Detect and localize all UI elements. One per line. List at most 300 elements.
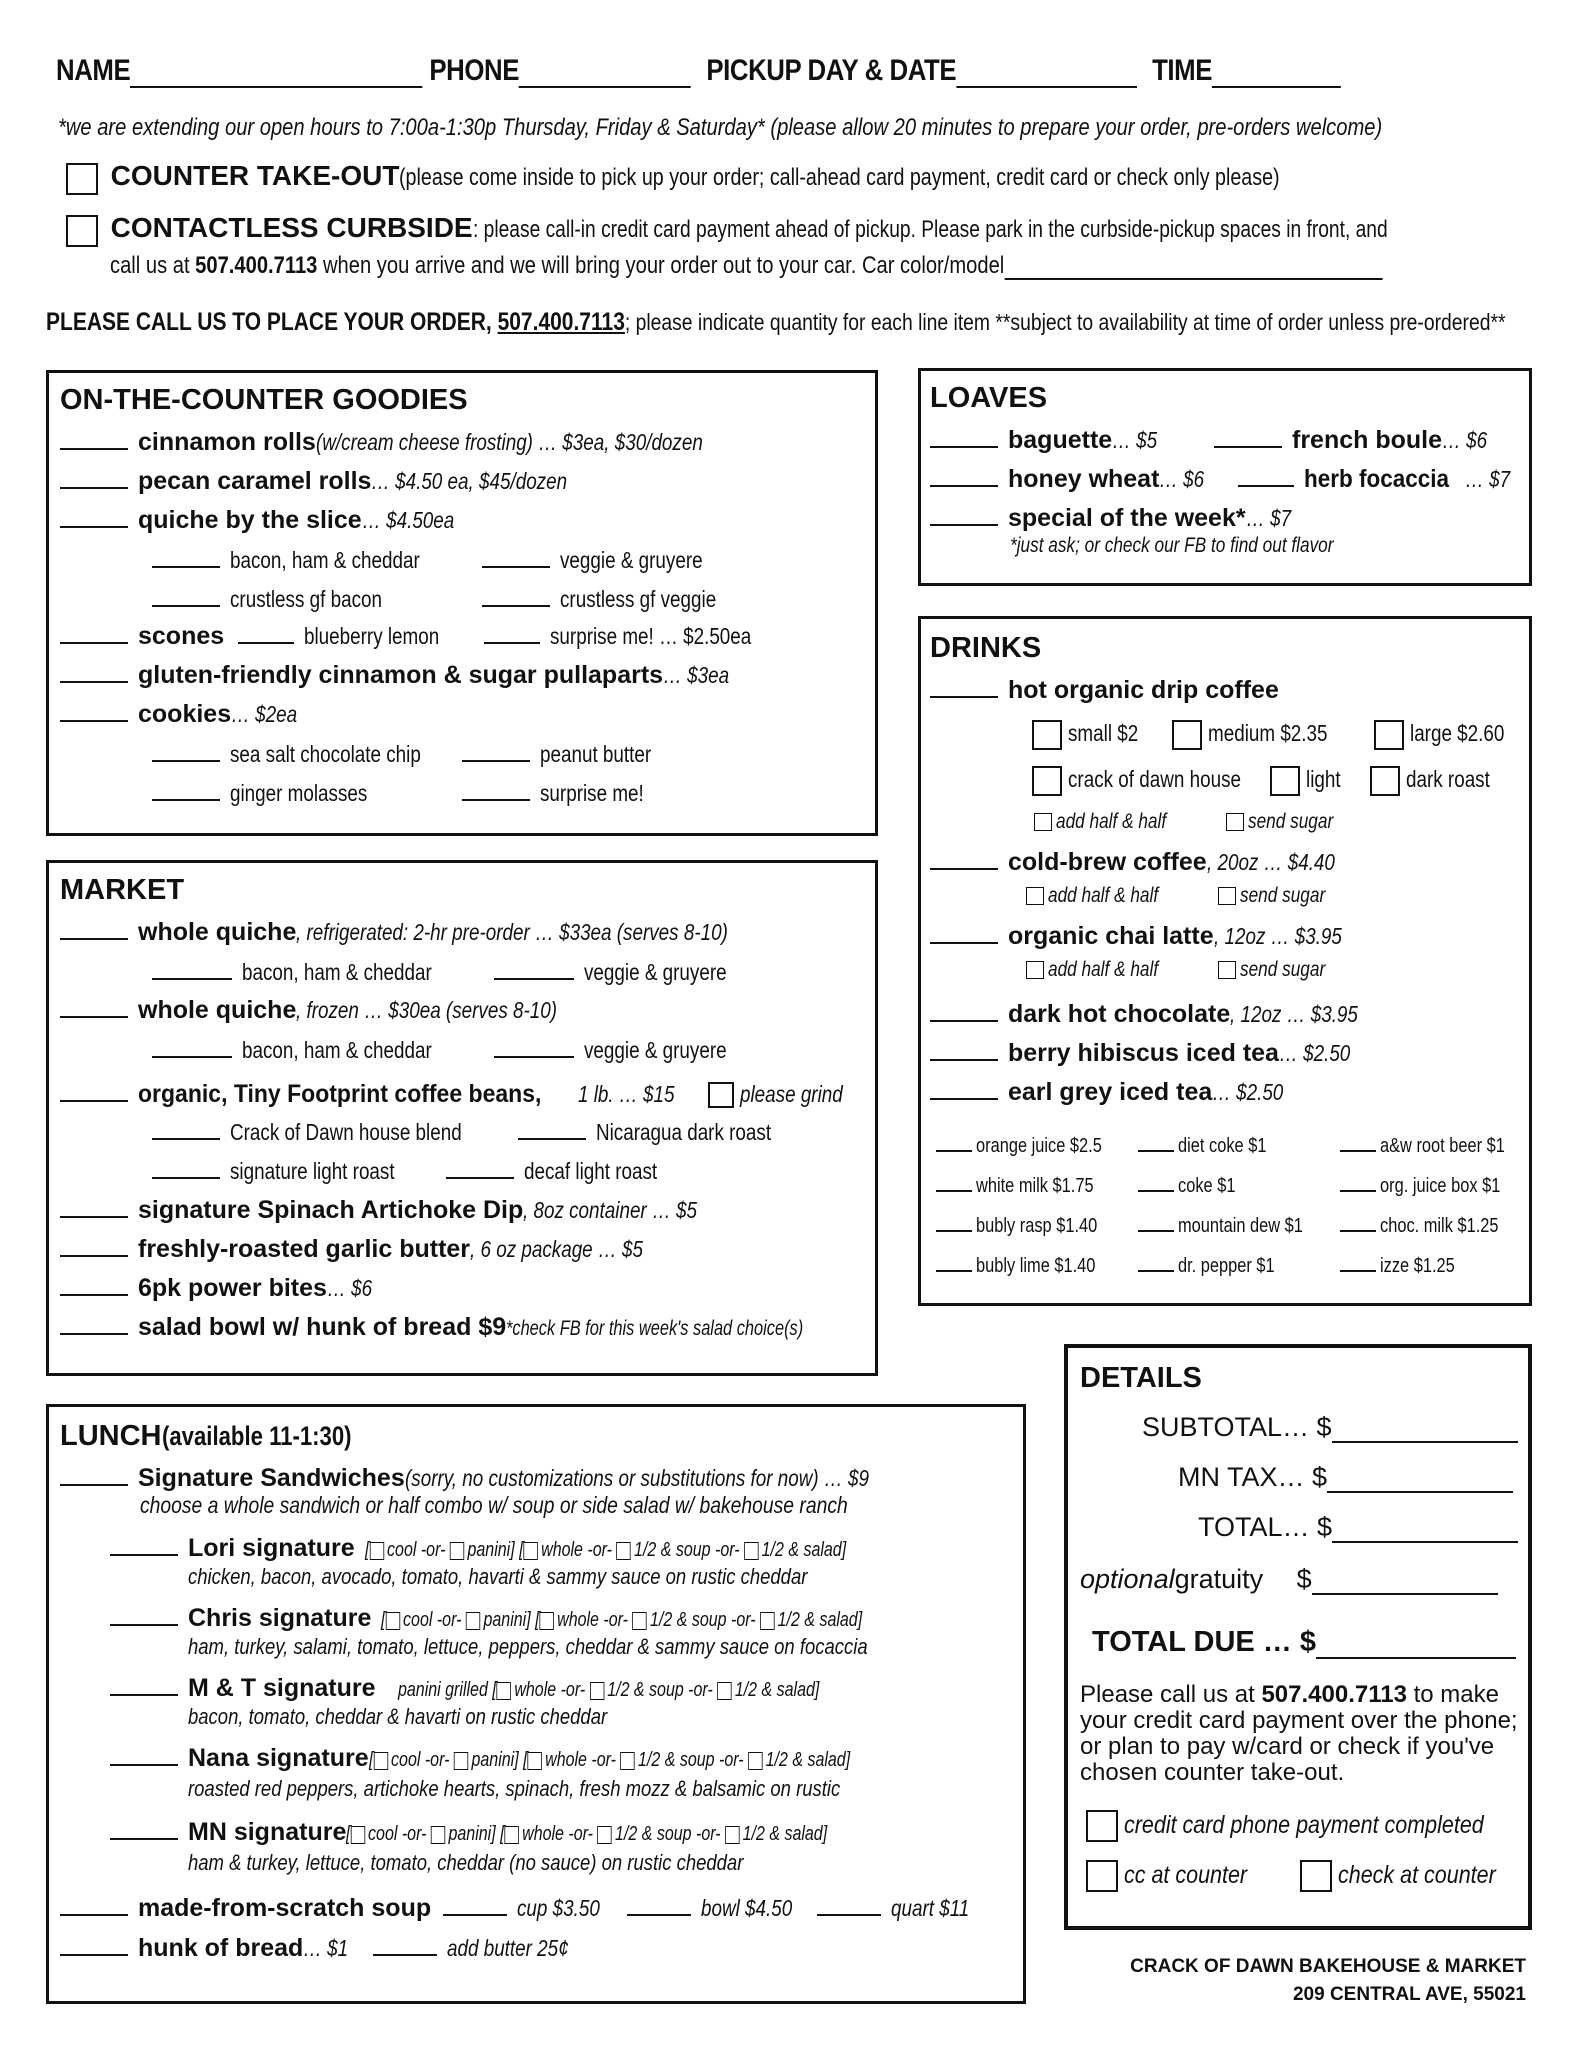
qty-input[interactable]	[462, 779, 530, 801]
qty-input[interactable]	[930, 922, 998, 944]
quiche-option	[152, 585, 415, 613]
item-price: … $1	[303, 1935, 349, 1961]
bean-option	[152, 1157, 431, 1185]
option-label: send sugar	[1240, 884, 1326, 907]
cc-phone-option[interactable]	[1086, 1810, 1542, 1842]
house-checkbox[interactable]	[1032, 766, 1062, 796]
option-label: whole -or-	[557, 1609, 629, 1631]
option-label: 1/2 & soup -or-	[606, 1679, 713, 1701]
bracket: [	[500, 1823, 505, 1845]
item-price: … $2.50	[1278, 1040, 1351, 1066]
call-note-b: ; please indicate quantity for each line item **subject to availability at time of order unless pre-ordered**	[624, 309, 1506, 335]
item-price: … $6	[1159, 466, 1205, 492]
gratuity-field[interactable]	[1312, 1567, 1498, 1595]
cool-checkbox[interactable]	[386, 1612, 400, 1630]
subtotal-field[interactable]	[1332, 1415, 1518, 1443]
half-salad-checkbox[interactable]	[760, 1612, 774, 1630]
size-large[interactable]	[1374, 720, 1525, 750]
option-label: panini]	[471, 1749, 519, 1771]
option-label: veggie & gruyere	[584, 959, 727, 985]
item-name: cinnamon rolls	[138, 428, 316, 456]
bracket: [	[381, 1609, 386, 1631]
half-half-checkbox[interactable]	[1026, 961, 1044, 979]
item-name: scones	[138, 622, 225, 650]
option-label: ginger molasses	[230, 780, 368, 806]
sandwich-name: M & T signature	[188, 1674, 376, 1702]
qty-input[interactable]	[1214, 426, 1282, 448]
item-price: , 12oz … $3.95	[1213, 923, 1342, 949]
qty-input[interactable]	[1138, 1170, 1174, 1192]
qty-input[interactable]	[1340, 1250, 1376, 1272]
qty-input[interactable]	[110, 1818, 178, 1840]
cookie-option	[152, 740, 463, 768]
item-name: special of the week*	[1008, 504, 1246, 532]
option-label: cc at counter	[1124, 1860, 1248, 1889]
whole-checkbox[interactable]	[527, 1752, 541, 1770]
cc-counter-option[interactable]	[1086, 1860, 1267, 1892]
qty-input[interactable]	[60, 1894, 128, 1916]
hours-note: *we are extending our open hours to 7:00a-1:30p Thursday, Friday & Saturday* (please allow 20 minutes to prepare your order, pre-orders welcome)	[58, 114, 1383, 141]
option-label: 1/2 & salad]	[778, 1609, 863, 1631]
option-label: 1/2 & salad]	[761, 1539, 846, 1561]
pickup-label: PICKUP DAY & DATE	[706, 54, 957, 87]
total-due-field[interactable]	[1316, 1631, 1516, 1659]
focaccia-row	[1238, 465, 1520, 494]
qty-input[interactable]	[1340, 1210, 1376, 1232]
option-label: add half & half	[1048, 884, 1159, 907]
option-label: mountain dew $1	[1178, 1215, 1303, 1237]
soda-item	[1340, 1170, 1527, 1198]
sugar-checkbox[interactable]	[1218, 961, 1236, 979]
size-small[interactable]	[1032, 720, 1154, 750]
cold-extras	[1026, 884, 1344, 908]
panini-checkbox[interactable]	[450, 1542, 464, 1560]
curbside-note: : please call-in credit card payment ahead of pickup. Please park in the curbside-pickup spaces in front, and	[472, 216, 1388, 243]
qty-input[interactable]	[930, 848, 998, 870]
scones-row	[60, 622, 796, 651]
curbside-checkbox[interactable]	[66, 215, 98, 247]
salad-bowl-row	[60, 1313, 887, 1342]
soda-item	[936, 1210, 1124, 1238]
takeout-checkbox[interactable]	[66, 163, 98, 195]
qty-input[interactable]	[518, 1118, 586, 1140]
soup-row	[60, 1894, 987, 1923]
item-name: whole quiche	[138, 918, 297, 946]
whole-checkbox[interactable]	[540, 1612, 554, 1630]
half-soup-checkbox[interactable]	[620, 1752, 634, 1770]
item-price: , 6 oz package … $5	[470, 1236, 644, 1262]
item-price: 1 lb. … $15	[578, 1081, 675, 1107]
qty-input[interactable]	[238, 622, 294, 644]
option-label: bacon, ham & cheddar	[242, 1037, 432, 1063]
pickup-field[interactable]	[956, 60, 1137, 88]
option-label: 1/2 & soup -or-	[637, 1749, 744, 1771]
soda-item	[1138, 1250, 1296, 1278]
option-label: cool -or-	[368, 1823, 427, 1845]
bracket: [	[522, 1749, 528, 1771]
soda-item	[1138, 1170, 1248, 1198]
qty-input[interactable]	[484, 622, 540, 644]
cup-label: cup $3.50	[517, 1895, 600, 1921]
bean-option	[446, 1157, 686, 1185]
option-label: blueberry lemon	[304, 623, 440, 649]
signature-sandwiches-row	[60, 1464, 971, 1493]
cc-phone-checkbox[interactable]	[1086, 1810, 1118, 1842]
half-salad-checkbox[interactable]	[744, 1542, 758, 1560]
option-label: decaf light roast	[524, 1158, 658, 1184]
soda-item	[1138, 1130, 1286, 1158]
qty-input[interactable]	[152, 1157, 220, 1179]
dark-checkbox[interactable]	[1370, 766, 1400, 796]
option-label: veggie & gruyere	[560, 547, 703, 573]
gratuity-dollar: $	[1296, 1564, 1312, 1594]
option-label: org. juice box $1	[1380, 1175, 1501, 1197]
boule-row	[1214, 426, 1497, 455]
sandwich-description: ham, turkey, salami, tomato, lettuce, peppers, cheddar & sammy sauce on focaccia	[188, 1634, 868, 1659]
qty-input[interactable]	[110, 1604, 178, 1626]
half-salad-checkbox[interactable]	[717, 1682, 731, 1700]
name-field[interactable]	[130, 60, 422, 88]
half-soup-checkbox[interactable]	[598, 1826, 612, 1844]
qty-input[interactable]	[152, 779, 220, 801]
bracket: [	[518, 1539, 524, 1561]
option-label: 1/2 & salad]	[743, 1823, 828, 1845]
option-label: sea salt chocolate chip	[230, 741, 421, 767]
light-checkbox[interactable]	[1270, 766, 1300, 796]
option-label: whole -or-	[544, 1749, 616, 1771]
drip-extras	[1034, 810, 1352, 834]
half-soup-checkbox[interactable]	[589, 1682, 603, 1700]
item-name: made-from-scratch soup	[138, 1894, 432, 1922]
item-name: berry hibiscus iced tea	[1008, 1039, 1279, 1067]
qty-input[interactable]	[1138, 1250, 1174, 1272]
half-salad-checkbox[interactable]	[748, 1752, 762, 1770]
sandwich-description: chicken, bacon, avocado, tomato, havarti & sammy sauce on rustic cheddar	[188, 1564, 808, 1589]
cool-checkbox[interactable]	[369, 1542, 383, 1560]
qty-input[interactable]	[60, 1464, 128, 1486]
cold-brew-row	[930, 848, 1363, 877]
size-medium[interactable]	[1172, 720, 1354, 750]
qty-input[interactable]	[60, 506, 128, 528]
option-label: whole -or-	[540, 1539, 612, 1561]
qty-input[interactable]	[60, 467, 128, 489]
whole-checkbox[interactable]	[505, 1826, 519, 1844]
sandwich-mn-row	[110, 1818, 948, 1847]
item-name: freshly-roasted garlic butter	[138, 1235, 471, 1263]
honey-wheat-row	[930, 465, 1214, 494]
qty-input[interactable]	[60, 428, 128, 450]
qty-input[interactable]	[152, 585, 220, 607]
item-price: … $2ea	[231, 701, 298, 727]
item-price: … $7	[1465, 466, 1511, 492]
half-soup-checkbox[interactable]	[633, 1612, 647, 1630]
qty-input[interactable]	[1340, 1130, 1376, 1152]
call-note-a: PLEASE CALL US TO PLACE YOUR ORDER,	[46, 308, 498, 336]
item-name: salad bowl w/ hunk of bread $9	[138, 1313, 507, 1341]
whole-quiche-frozen-row	[60, 996, 615, 1025]
subtotal-row	[1142, 1412, 1518, 1443]
bowl-label: bowl $4.50	[701, 1895, 793, 1921]
signature-note: choose a whole sandwich or half combo w/ soup or side salad w/ bakehouse ranch	[140, 1492, 848, 1518]
option-label: bubly rasp $1.40	[976, 1215, 1098, 1237]
item-name: herb focaccia	[1304, 465, 1450, 493]
please-grind-checkbox[interactable]	[708, 1082, 734, 1108]
phone-field[interactable]	[519, 60, 691, 88]
option-label: orange juice $2.5	[976, 1135, 1102, 1157]
lunch-availability: (available 11-1:30)	[161, 1421, 352, 1451]
option-label: small $2	[1068, 720, 1139, 747]
small-checkbox[interactable]	[1032, 720, 1062, 750]
total-field[interactable]	[1332, 1515, 1518, 1543]
sugar-checkbox[interactable]	[1218, 887, 1236, 905]
bean-option	[152, 1118, 513, 1146]
item-price: , 12oz … $3.95	[1230, 1001, 1359, 1027]
name-label: NAME	[56, 54, 131, 87]
roast-house[interactable]	[1032, 766, 1279, 796]
add-butter-qty-input[interactable]	[373, 1934, 437, 1956]
curbside-phone: 507.400.7113	[195, 252, 318, 279]
qty-input[interactable]	[60, 918, 128, 940]
option-label: crack of dawn house	[1068, 766, 1241, 793]
roast-dark[interactable]	[1370, 766, 1508, 796]
item-price: … $4.50ea	[361, 507, 454, 533]
item-name: gluten-friendly cinnamon & sugar pullaparts	[138, 661, 664, 689]
item-price: … $7	[1245, 505, 1291, 531]
qty-input[interactable]	[60, 700, 128, 722]
whole-checkbox[interactable]	[496, 1682, 510, 1700]
qty-input[interactable]	[482, 585, 550, 607]
qty-input[interactable]	[110, 1744, 178, 1766]
option-label: Nicaragua dark roast	[596, 1119, 772, 1145]
sandwich-chris-row	[110, 1604, 983, 1633]
pecan-row	[60, 467, 611, 496]
half-salad-checkbox[interactable]	[725, 1826, 739, 1844]
panini-checkbox[interactable]	[431, 1826, 445, 1844]
sandwich-name: Nana signature	[188, 1744, 369, 1772]
qty-input[interactable]	[110, 1534, 178, 1556]
business-name: CRACK OF DAWN BAKEHOUSE & MARKET	[1130, 1956, 1526, 1977]
call-phone: 507.400.7113	[497, 308, 625, 336]
option-label: add half & half	[1056, 810, 1167, 833]
item-name: organic chai latte	[1008, 922, 1214, 950]
cool-checkbox[interactable]	[351, 1826, 365, 1844]
sandwich-description: roasted red peppers, artichoke hearts, spinach, fresh mozz & balsamic on rustic	[188, 1776, 841, 1801]
gratuity-label: gratuity	[1174, 1564, 1264, 1594]
quiche-option	[494, 1036, 758, 1064]
qty-input[interactable]	[936, 1130, 972, 1152]
sandwich-nana-row	[110, 1744, 970, 1773]
option-label: cool -or-	[403, 1609, 462, 1631]
sandwich-options	[398, 1679, 819, 1702]
item-name: french boule	[1292, 426, 1443, 454]
qty-input[interactable]	[930, 1000, 998, 1022]
qty-input[interactable]	[60, 1196, 128, 1218]
pay-note-b: to make your credit card payment over the phone; or plan to pay w/card or check if you've chosen counter take-out.	[1080, 1681, 1518, 1786]
curbside-option[interactable]	[66, 212, 1582, 247]
qty-input[interactable]	[60, 661, 128, 683]
option-label: panini]	[467, 1539, 515, 1561]
item-price: … $4.50 ea, $45/dozen	[371, 468, 568, 494]
sandwich-options	[381, 1609, 862, 1632]
qty-input[interactable]	[930, 1078, 998, 1100]
option-label: cool -or-	[386, 1539, 446, 1561]
time-label: TIME	[1152, 54, 1213, 87]
qty-input[interactable]	[1340, 1170, 1376, 1192]
counter-title: ON-THE-COUNTER GOODIES	[60, 384, 468, 416]
option-label: 1/2 & soup -or-	[650, 1609, 756, 1631]
drinks-title: DRINKS	[930, 632, 1042, 664]
option-label: add half & half	[1048, 958, 1159, 981]
option-label: 1/2 & soup -or-	[633, 1539, 740, 1561]
qty-input[interactable]	[482, 546, 550, 568]
curbside-note-2b: when you arrive and we will bring your order out to your car. Car color/model	[317, 252, 1005, 279]
bowl-qty-input[interactable]	[627, 1894, 691, 1916]
grind-label: please grind	[740, 1081, 843, 1107]
cookies-row	[60, 700, 312, 729]
item-name: dark hot chocolate	[1008, 1000, 1231, 1028]
qty-input[interactable]	[446, 1157, 514, 1179]
sandwich-name: Lori signature	[188, 1534, 355, 1562]
option-label: crustless gf veggie	[560, 586, 717, 612]
whole-checkbox[interactable]	[523, 1542, 537, 1560]
qty-input[interactable]	[936, 1250, 972, 1272]
qty-input[interactable]	[152, 1118, 220, 1140]
qty-input[interactable]	[930, 676, 998, 698]
item-name: earl grey iced tea	[1008, 1078, 1213, 1106]
item-price: (w/cream cheese frosting) … $3ea, $30/dozen	[315, 429, 703, 455]
check-counter-option[interactable]	[1300, 1860, 1521, 1892]
panini-checkbox[interactable]	[466, 1612, 480, 1630]
qty-input[interactable]	[1138, 1210, 1174, 1232]
subtotal-label: SUBTOTAL… $	[1142, 1412, 1332, 1442]
details-title: DETAILS	[1080, 1362, 1202, 1394]
large-checkbox[interactable]	[1374, 720, 1404, 750]
qty-input[interactable]	[60, 1080, 128, 1102]
medium-checkbox[interactable]	[1172, 720, 1202, 750]
cup-qty-input[interactable]	[443, 1894, 507, 1916]
option-label: 1/2 & soup -or-	[615, 1823, 721, 1845]
car-model-field[interactable]	[1004, 256, 1382, 280]
total-label: TOTAL… $	[1198, 1512, 1333, 1542]
option-label: crustless gf bacon	[230, 586, 383, 612]
baguette-row	[930, 426, 1192, 455]
qty-input[interactable]	[152, 546, 220, 568]
qty-input[interactable]	[1138, 1130, 1174, 1152]
lunch-title-row	[60, 1420, 393, 1453]
quiche-option	[494, 958, 758, 986]
option-label: panini]	[448, 1823, 497, 1845]
item-name: honey wheat	[1008, 465, 1160, 493]
qty-input[interactable]	[60, 1934, 128, 1956]
tax-label: MN TAX… $	[1178, 1462, 1328, 1492]
loaves-title: LOAVES	[930, 382, 1048, 414]
qty-input[interactable]	[60, 996, 128, 1018]
total-due-row	[1092, 1626, 1516, 1659]
cool-checkbox[interactable]	[373, 1752, 387, 1770]
soda-item	[936, 1250, 1122, 1278]
qty-input[interactable]	[152, 740, 220, 762]
takeout-option[interactable]	[66, 160, 1473, 195]
qty-input[interactable]	[936, 1210, 972, 1232]
option-label: white milk $1.75	[976, 1175, 1094, 1197]
soda-item	[936, 1170, 1119, 1198]
item-name: Signature Sandwiches	[138, 1464, 405, 1492]
half-half-checkbox[interactable]	[1026, 887, 1044, 905]
gratuity-row	[1080, 1564, 1498, 1595]
item-note: *check FB for this week's salad choice(s)	[506, 1317, 804, 1340]
qty-input[interactable]	[60, 1274, 128, 1296]
sandwich-name: MN signature	[188, 1818, 347, 1846]
qty-input[interactable]	[60, 1313, 128, 1335]
quiche-option	[482, 585, 750, 613]
option-label: check at counter	[1338, 1860, 1496, 1889]
qty-input[interactable]	[936, 1170, 972, 1192]
option-label: izze $1.25	[1380, 1255, 1455, 1277]
cookie-option	[462, 779, 667, 807]
qty-input[interactable]	[462, 740, 530, 762]
curbside-note-2a: call us at	[110, 252, 196, 279]
option-label: diet coke $1	[1178, 1135, 1267, 1157]
tax-field[interactable]	[1327, 1465, 1513, 1493]
qty-input[interactable]	[930, 1039, 998, 1061]
qty-input[interactable]	[110, 1674, 178, 1696]
sandwich-description: ham & turkey, lettuce, tomato, cheddar (no sauce) on rustic cheddar	[188, 1850, 744, 1875]
sugar-checkbox[interactable]	[1226, 813, 1244, 831]
half-soup-checkbox[interactable]	[616, 1542, 630, 1560]
cc-counter-checkbox[interactable]	[1086, 1860, 1118, 1892]
business-address: 209 CENTRAL AVE, 55021	[1292, 1984, 1526, 2005]
item-name: baguette	[1008, 426, 1113, 454]
hibiscus-row	[930, 1039, 1366, 1068]
item-price: , 8oz container … $5	[523, 1197, 698, 1223]
roast-light[interactable]	[1270, 766, 1348, 796]
sandwich-options	[369, 1749, 850, 1772]
special-note: *just ask; or check our FB to find out flavor	[1010, 534, 1334, 557]
qty-input[interactable]	[60, 1235, 128, 1257]
chai-row	[930, 922, 1370, 951]
option-label: panini]	[483, 1609, 532, 1631]
qty-input[interactable]	[494, 1036, 574, 1058]
qty-input[interactable]	[152, 1036, 232, 1058]
option-label: bubly lime $1.40	[976, 1255, 1096, 1277]
qty-input[interactable]	[60, 622, 128, 644]
gratuity-optional: optional	[1080, 1564, 1175, 1594]
panini-checkbox[interactable]	[454, 1752, 468, 1770]
bracket: [	[368, 1749, 374, 1771]
item-name: 6pk power bites	[138, 1274, 327, 1302]
option-label: veggie & gruyere	[584, 1037, 727, 1063]
qty-input[interactable]	[152, 958, 232, 980]
qty-input[interactable]	[930, 465, 998, 487]
option-label: peanut butter	[540, 741, 652, 767]
item-price: … $3ea	[663, 662, 730, 688]
coffee-beans-row	[60, 1080, 865, 1109]
half-half-checkbox[interactable]	[1034, 813, 1052, 831]
option-label: bacon, ham & cheddar	[242, 959, 432, 985]
qty-input[interactable]	[930, 426, 998, 448]
phone-label: PHONE	[429, 54, 520, 87]
time-field[interactable]	[1212, 60, 1341, 88]
check-counter-checkbox[interactable]	[1300, 1860, 1332, 1892]
qty-input[interactable]	[930, 504, 998, 526]
qty-input[interactable]	[494, 958, 574, 980]
pullaparts-row	[60, 661, 744, 690]
qty-input[interactable]	[1238, 465, 1294, 487]
quart-qty-input[interactable]	[817, 1894, 881, 1916]
soda-item	[1340, 1250, 1471, 1278]
bracket: [	[491, 1679, 497, 1701]
special-row	[930, 504, 1301, 533]
